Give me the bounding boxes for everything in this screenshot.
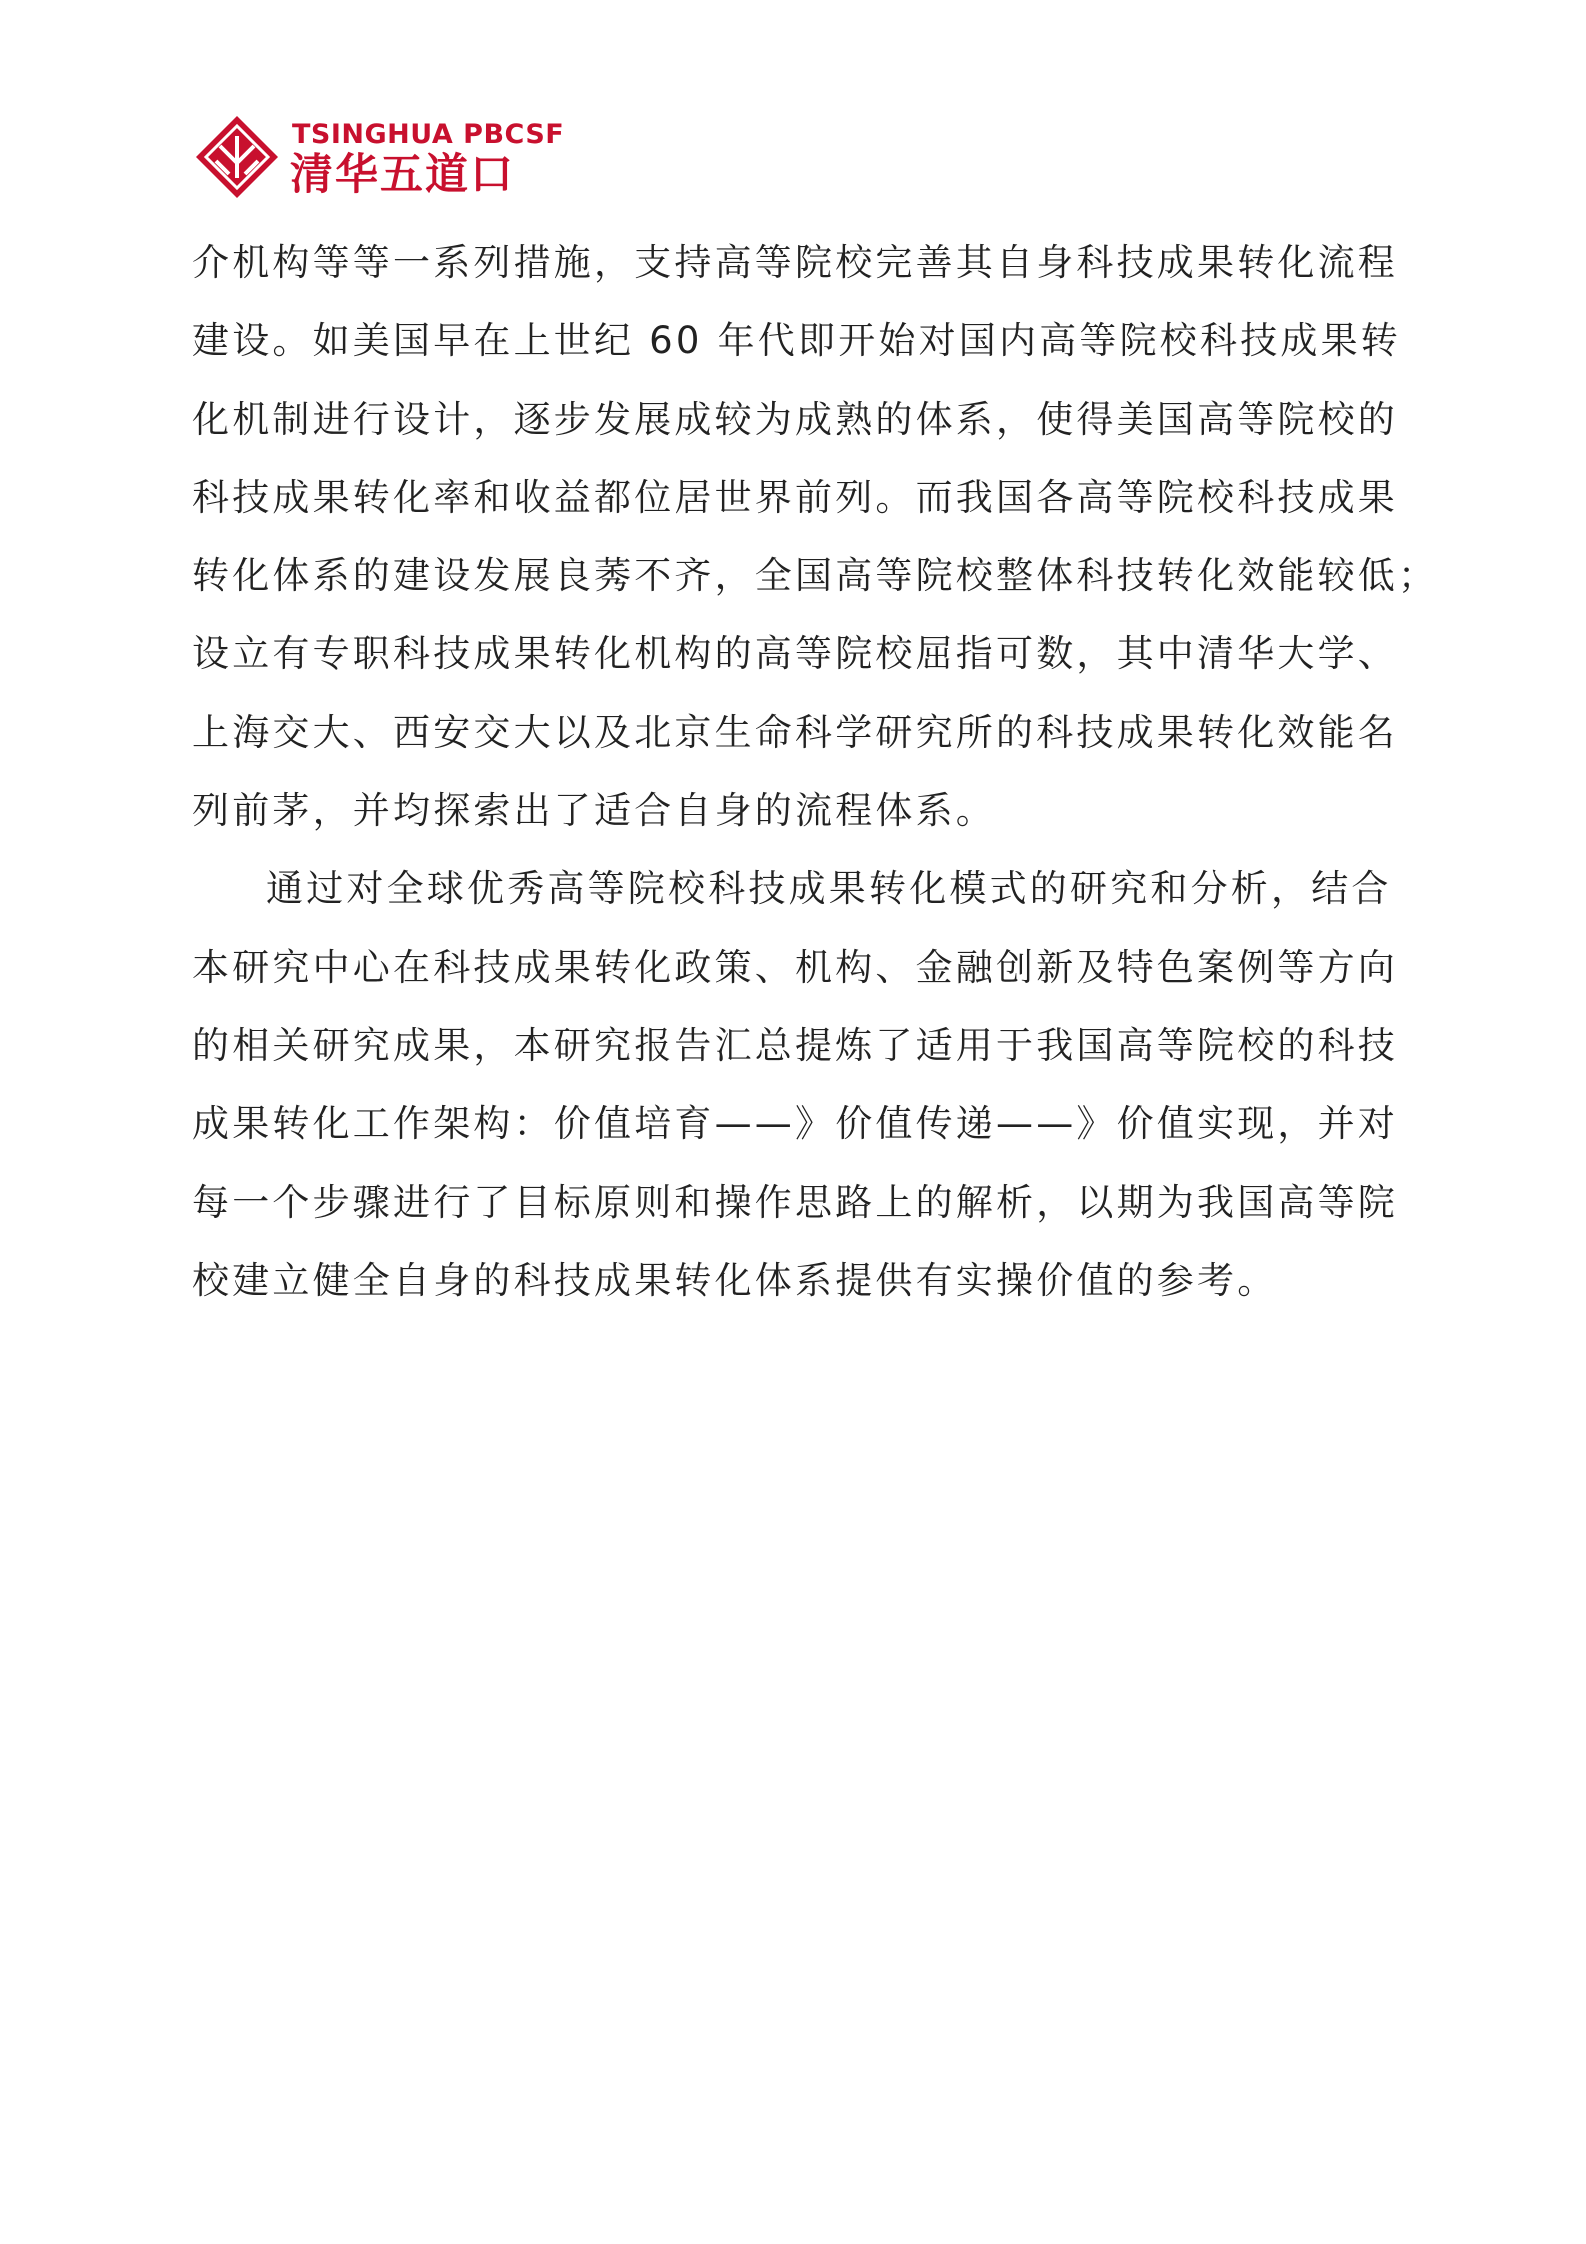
- text-line: 设立有专职科技成果转化机构的高等院校屈指可数，其中清华大学、: [192, 632, 1398, 676]
- paragraph-2: [192, 850, 1402, 1320]
- text-line: 科技成果转化率和收益都位居世界前列。而我国各高等院校科技成果: [192, 475, 1398, 519]
- text-line: 上海交大、西安交大以及北京生命科学研究所的科技成果转化效能名: [192, 710, 1398, 754]
- logo-text-en: TSINGHUA PBCSF: [292, 119, 565, 150]
- paragraph-1: [192, 224, 1439, 850]
- pbcsf-emblem-icon: [196, 116, 278, 198]
- text-line: 成果转化工作架构：价值培育——》价值传递——》价值实现，并对: [192, 1102, 1398, 1146]
- text-line: 化机制进行设计，逐步发展成较为成熟的体系，使得美国高等院校的: [192, 397, 1398, 441]
- text-line: 本研究中心在科技成果转化政策、机构、金融创新及特色案例等方向: [192, 945, 1398, 989]
- logo-text-cn: 清华五道口: [290, 150, 515, 200]
- text-line: 建设。如美国早在上世纪 60 年代即开始对国内高等院校科技成果转: [192, 319, 1402, 363]
- text-line: 每一个步骤进行了目标原则和操作思路上的解析，以期为我国高等院: [192, 1180, 1398, 1224]
- text-line: 通过对全球优秀高等院校科技成果转化模式的研究和分析，结合: [266, 867, 1392, 911]
- text-line: 的相关研究成果，本研究报告汇总提炼了适用于我国高等院校的科技: [192, 1023, 1398, 1067]
- document-body: [192, 224, 1439, 1320]
- text-line: 列前茅，并均探索出了适合自身的流程体系。: [192, 789, 996, 833]
- text-line: 校建立健全自身的科技成果转化体系提供有实操价值的参考。: [192, 1258, 1278, 1302]
- text-line: 介机构等等一系列措施，支持高等院校完善其自身科技成果转化流程: [192, 241, 1398, 284]
- text-line: 转化体系的建设发展良莠不齐，全国高等院校整体科技转化效能较低；: [192, 554, 1439, 598]
